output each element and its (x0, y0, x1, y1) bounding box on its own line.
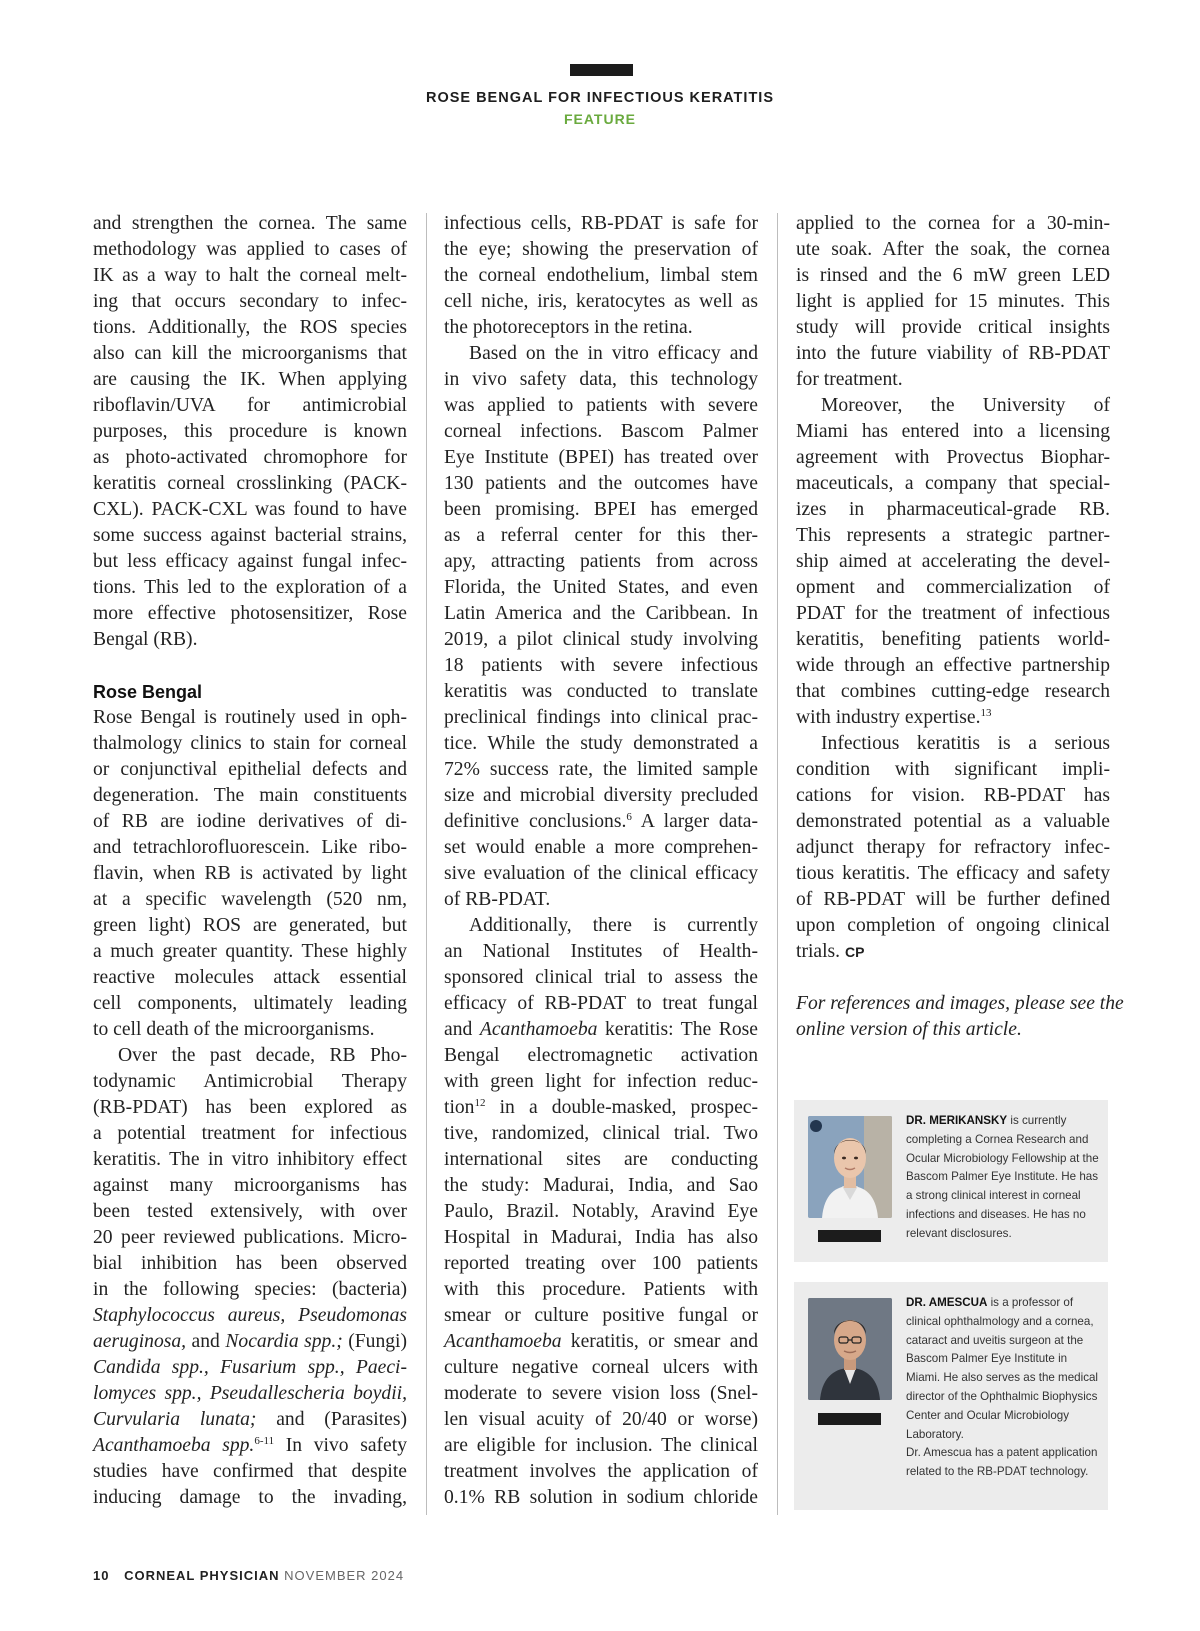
column-divider (777, 213, 778, 1515)
name-bar (818, 1230, 881, 1242)
text-line: is rinsed and the 6 mW green LED (796, 265, 1110, 286)
text-line: light is applied for 15 minutes. This (796, 291, 1110, 312)
text-line: Eye Institute (BPEI) has treated over (444, 447, 758, 468)
text-line: tice. While the study demonstrated a (444, 733, 758, 754)
text-line: Based on the in vitro efficacy and (469, 343, 758, 364)
column-3 (796, 211, 1124, 1043)
text-line: smear or culture positive fungal or (444, 1305, 758, 1326)
running-title: ROSE BENGAL FOR INFECTIOUS KERATITIS (425, 90, 775, 106)
text-line: tions. Additionally, the ROS species (93, 317, 407, 338)
text-line: ing that occurs secondary to infec- (93, 291, 407, 312)
text-line: definitive conclusions.$^6$ A larger data- (444, 811, 759, 832)
text-line: been promising. BPEI has emerged (444, 499, 758, 520)
text-line: condition with significant impli- (796, 759, 1110, 780)
citation: 6-11 (254, 1435, 275, 1447)
text-line: wide through an effective partnership (796, 655, 1110, 676)
text-line: cell niche, iris, keratocytes as well as (444, 291, 758, 312)
text-line: Acanthamoeba keratitis, or smear and (444, 1331, 758, 1352)
text-line: international sites are conducting (444, 1149, 758, 1170)
text-line: an National Institutes of Health- (444, 941, 758, 962)
text-line: riboflavin/UVA for antimicrobial (93, 395, 407, 416)
references-note: For references and images, please see the (796, 993, 1124, 1014)
text-line: cations for vision. RB-PDAT has (796, 785, 1110, 806)
text-line: been tested extensively, with over (93, 1201, 407, 1222)
text-line: Bengal electromagnetic activation (444, 1045, 758, 1066)
text-line: len visual acuity of 20/40 or worse) (444, 1409, 758, 1430)
text-line: Paulo, Brazil. Notably, Aravind Eye (444, 1201, 758, 1222)
end-mark: CP (844, 944, 865, 960)
text-line: are causing the IK. When applying (93, 369, 407, 390)
column-1 (93, 211, 407, 1511)
text-line: ship aimed at accelerating the devel- (796, 551, 1110, 572)
author-photo (808, 1298, 892, 1400)
section-label: FEATURE (563, 111, 637, 127)
text-line: lomyces spp., Pseudallescheria boydii, (93, 1383, 407, 1404)
text-line: as a referral center for this ther- (444, 525, 758, 546)
text-line: also can kill the microorganisms that (93, 343, 407, 364)
text-line: bial inhibition has been observed (93, 1253, 407, 1274)
text-line: more effective photosensitizer, Rose (93, 603, 407, 624)
name-bar (818, 1413, 881, 1425)
text-line: Miami has entered into a licensing (796, 421, 1110, 442)
text-line: against many microorganisms has (93, 1175, 407, 1196)
text-line: infectious cells, RB-PDAT is safe for (444, 213, 758, 234)
text-line: upon completion of ongoing clinical (796, 915, 1110, 936)
text-line: but less efficacy against fungal infec- (93, 551, 407, 572)
text-line: tive, randomized, clinical trial. Two (444, 1123, 758, 1144)
text-line: 18 patients with severe infectious (444, 655, 758, 676)
text-line: a much greater quantity. These highly (93, 941, 407, 962)
text-line: 20 peer reviewed publications. Micro- (93, 1227, 407, 1248)
text-line: reported treating over 100 patients (444, 1253, 758, 1274)
text-line: studies have confirmed that despite (93, 1461, 407, 1482)
publication-name: CORNEAL PHYSICIAN (124, 1568, 280, 1583)
text-line: trials. CP (796, 941, 865, 962)
text-line: efficacy of RB-PDAT to treat fungal (444, 993, 758, 1014)
text-line: sponsored clinical trial to assess the (444, 967, 758, 988)
text-line: keratitis, benefiting patients world- (796, 629, 1110, 650)
text-line: opment and commercialization of (796, 577, 1110, 598)
page-footer (93, 1568, 404, 1583)
text-line: the photoreceptors in the retina. (444, 317, 693, 338)
text-line: with industry expertise.$^{13}$ (796, 707, 992, 728)
text-line: tious keratitis. The efficacy and safety (796, 863, 1110, 884)
text-line: izes in pharmaceutical-grade RB. (796, 499, 1110, 520)
text-line: CXL). PACK-CXL was found to have (93, 499, 407, 520)
text-line: of RB-PDAT will be further defined (796, 889, 1110, 910)
text-line: aeruginosa, and Nocardia spp.; (Fungi) (93, 1331, 408, 1352)
text-line: Infectious keratitis is a serious (821, 733, 1110, 754)
author-photo (808, 1116, 892, 1218)
text-line: purposes, this procedure is known (93, 421, 407, 442)
text-line: set would enable a more comprehen- (444, 837, 758, 858)
text-line: Over the past decade, RB Pho- (118, 1045, 407, 1066)
text-line: the eye; showing the preservation of (444, 239, 758, 260)
text-line: PDAT for the treatment of infectious (796, 603, 1110, 624)
text-line: some success against bacterial strains, (93, 525, 407, 546)
text-line: moderate to severe vision loss (Snel- (444, 1383, 758, 1404)
text-line: reactive molecules attack essential (93, 967, 407, 988)
text-line: a potential treatment for infectious (93, 1123, 407, 1144)
text-line: flavin, when RB is activated by light (93, 863, 407, 884)
text-line: Latin America and the Caribbean. In (444, 603, 758, 624)
text-line: into the future viability of RB-PDAT (796, 343, 1110, 364)
text-line: for treatment. (796, 369, 903, 390)
text-line: applied to the cornea for a 30-min- (796, 213, 1110, 234)
author-bio-merikansky (794, 1100, 1108, 1262)
text-line: as photo-activated chromophore for (93, 447, 407, 468)
text-line: and strengthen the cornea. The same (93, 213, 407, 234)
column-divider (426, 213, 427, 1515)
text-line: ute soak. After the soak, the cornea (796, 239, 1110, 260)
text-line: at a specific wavelength (520 nm, (93, 889, 407, 910)
text-line: keratitis corneal crosslinking (PACK- (93, 473, 407, 494)
text-line: 0.1% RB solution in sodium chloride (444, 1487, 758, 1508)
text-line: apy, attracting patients from across (444, 551, 758, 572)
issue-date: NOVEMBER 2024 (284, 1568, 405, 1583)
text-line: Bengal (RB). (93, 629, 198, 650)
text-line: the study: Madurai, India, and Sao (444, 1175, 758, 1196)
text-line: Candida spp., Fusarium spp., Paeci- (93, 1357, 407, 1378)
text-line: adjunct therapy for refractory infec- (796, 837, 1110, 858)
citation: 12 (474, 1097, 486, 1109)
text-line: with green light for infection reduc- (444, 1071, 758, 1092)
text-line: Moreover, the University of (821, 395, 1110, 416)
citation: 13 (980, 707, 992, 719)
text-line: maceuticals, a company that special- (796, 473, 1110, 494)
page-number: 10 (93, 1568, 110, 1583)
text-line: Rose Bengal is routinely used in oph- (93, 707, 407, 728)
text-line: and tetrachlorofluorescein. Like ribo- (93, 837, 407, 858)
text-line: study will provide critical insights (796, 317, 1110, 338)
text-line: or conjunctival epithelial defects and (93, 759, 407, 780)
text-line: (RB-PDAT) has been explored as (93, 1097, 407, 1118)
text-line: sive evaluation of the clinical efficacy (444, 863, 758, 884)
text-line: thalmology clinics to stain for corneal (93, 733, 407, 754)
text-line: Additionally, there is currently (469, 915, 758, 936)
text-line: 72% success rate, the limited sample (444, 759, 758, 780)
subheading: Rose Bengal (93, 682, 203, 702)
text-line: in vivo safety data, this technology (444, 369, 758, 390)
text-line: inducing damage to the invading, (93, 1487, 407, 1508)
bio-text: DR. AMESCUA is a professor of clinical ophthalmology and a cornea, cataract and uveitis surgeon at the Bascom Palmer Eye Institute in Miami. He also serves as the medical director of the Ophthalmic Biophysics Center and Ocular Microbiology Laboratory. Dr. Amescua has a patent application related to the RB-PDAT technology. (906, 1296, 1099, 1479)
citation: 6 (626, 811, 632, 823)
text-line: was applied to patients with severe (444, 395, 758, 416)
text-line: IK as a way to halt the corneal melt- (93, 265, 407, 286)
text-line: keratitis. The in vitro inhibitory effect (93, 1149, 407, 1170)
text-line: with this procedure. Patients with (444, 1279, 758, 1300)
text-line: of RB-PDAT. (444, 889, 551, 910)
text-line: size and microbial diversity precluded (444, 785, 758, 806)
text-line: demonstrated potential as a valuable (796, 811, 1110, 832)
header-rule (570, 64, 633, 76)
text-line: Curvularia lunata; and (Parasites) (93, 1409, 407, 1430)
text-line: tions. This led to the exploration of a (93, 577, 407, 598)
text-line: This represents a strategic partner- (796, 525, 1110, 546)
text-line: culture negative corneal ulcers with (444, 1357, 758, 1378)
text-line: 2019, a pilot clinical study involving (444, 629, 758, 650)
author-bio-amescua (794, 1282, 1108, 1510)
text-line: todynamic Antimicrobial Therapy (93, 1071, 407, 1092)
text-line: tion$^{12}$ in a double-masked, prospec- (444, 1097, 758, 1118)
text-line: to cell death of the microorganisms. (93, 1019, 375, 1040)
text-line: green light) ROS are generated, but (93, 915, 407, 936)
text-line: corneal infections. Bascom Palmer (444, 421, 758, 442)
text-line: the corneal endothelium, limbal stem (444, 265, 758, 286)
text-line: treatment involves the application of (444, 1461, 758, 1482)
text-line: and Acanthamoeba keratitis: The Rose (444, 1019, 758, 1040)
text-line: that combines cutting-edge research (796, 681, 1110, 702)
text-line: keratitis was conducted to translate (444, 681, 758, 702)
text-line: Florida, the United States, and even (444, 577, 758, 598)
text-line: are eligible for inclusion. The clinical (444, 1435, 758, 1456)
text-line: Acanthamoeba spp.$^{6-11}$ In vivo safety (93, 1435, 407, 1456)
text-line: of RB are iodine derivatives of di- (93, 811, 407, 832)
bio-text: DR. MERIKANSKY is currently completing a Cornea Research and Ocular Microbiology Fellowship at the Bascom Palmer Eye Institute. He has a strong clinical interest in corneal infections and diseases. He has no relevant disclosures. (906, 1114, 1099, 1240)
text-line: agreement with Provectus Biophar- (796, 447, 1110, 468)
text-line: methodology was applied to cases of (93, 239, 407, 260)
text-line: preclinical findings into clinical prac- (444, 707, 758, 728)
references-note: online version of this article. (796, 1019, 1022, 1040)
text-line: Staphylococcus aureus, Pseudomonas (93, 1305, 407, 1326)
column-2 (444, 211, 758, 1511)
text-line: cell components, ultimately leading (93, 993, 407, 1014)
text-line: in the following species: (bacteria) (93, 1279, 407, 1300)
text-line: 130 patients and the outcomes have (444, 473, 758, 494)
text-line: degeneration. The main constituents (93, 785, 407, 806)
text-line: Hospital in Madurai, India has also (444, 1227, 758, 1248)
